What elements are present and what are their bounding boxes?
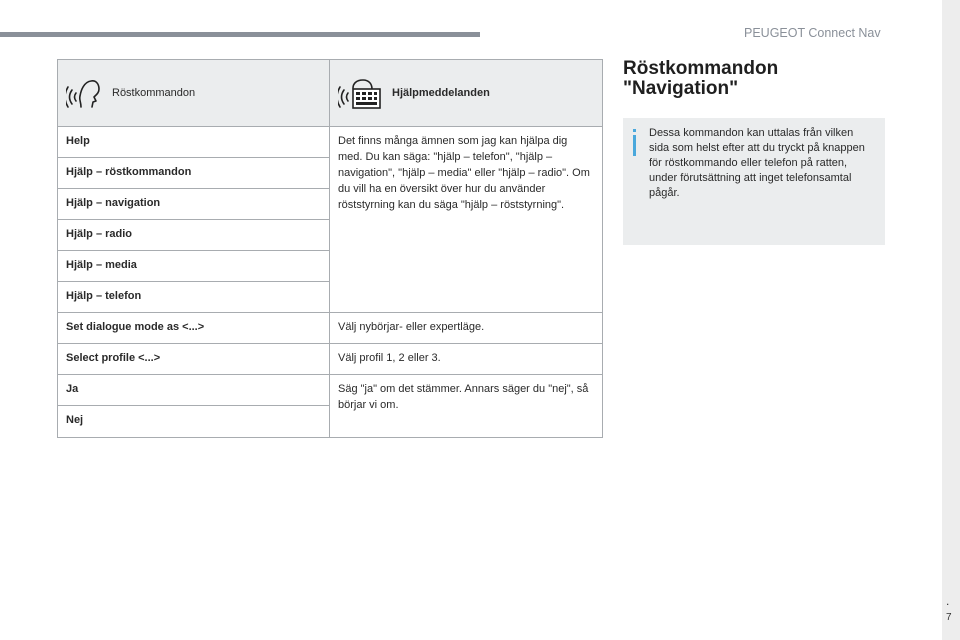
table-row bbox=[58, 127, 603, 158]
continue-marker: . bbox=[946, 594, 950, 608]
page-number: 7 bbox=[946, 612, 952, 623]
command-help-phone: Hjälp – telefon bbox=[58, 282, 330, 313]
command-help-voice: Hjälp – röstkommandon bbox=[58, 158, 330, 189]
command-help-radio: Hjälp – radio bbox=[58, 220, 330, 251]
command-help-navigation: Hjälp – navigation bbox=[58, 189, 330, 220]
section-title-line-1: Röstkommandon bbox=[623, 58, 779, 79]
command-no: Nej bbox=[58, 406, 330, 438]
table-header-row bbox=[58, 60, 603, 127]
side-strip bbox=[942, 0, 960, 640]
table-row bbox=[58, 313, 603, 344]
command-help: Help bbox=[58, 127, 330, 158]
header-title: PEUGEOT Connect Nav bbox=[744, 26, 881, 40]
command-dialogue-mode: Set dialogue mode as <...> bbox=[58, 313, 330, 344]
table-row bbox=[58, 344, 603, 375]
header-bar bbox=[0, 32, 480, 37]
info-text: Dessa kommandon kan uttalas från vilken sida som helst efter att du tryckt på knappen för röstkommando eller telefon på ratten, under förutsättning att inget telefonsamtal pågår. bbox=[649, 127, 865, 199]
table-row bbox=[58, 375, 603, 406]
voice-keyboard-icon bbox=[338, 76, 382, 110]
description-yes-no: Säg "ja" om det stämmer. Annars säger du "nej", så börjar vi om. bbox=[330, 375, 603, 438]
voice-speaking-icon bbox=[66, 76, 102, 110]
voice-command-table bbox=[57, 59, 603, 438]
table-header-messages bbox=[330, 60, 603, 127]
command-yes: Ja bbox=[58, 375, 330, 406]
description-dialogue-mode: Välj nybörjar- eller expertläge. bbox=[330, 313, 603, 344]
command-select-profile: Select profile <...> bbox=[58, 344, 330, 375]
info-icon bbox=[633, 129, 636, 156]
section-title bbox=[623, 59, 923, 99]
command-help-media: Hjälp – media bbox=[58, 251, 330, 282]
table-header-commands bbox=[58, 60, 330, 127]
description-profile: Välj profil 1, 2 eller 3. bbox=[330, 344, 603, 375]
description-help: Det finns många ämnen som jag kan hjälpa dig med. Du kan säga: "hjälp – telefon", "hjälp – navigation", "hjälp – media" eller "hjälp – radio". Om du vill ha en översikt över hur du använder röststyrning kan du säga "hjälp – röststyrning". bbox=[330, 127, 603, 313]
info-box bbox=[623, 118, 885, 245]
header-help-messages: Hjälpmeddelanden bbox=[392, 87, 490, 99]
section-title-line-2: "Navigation" bbox=[623, 78, 739, 99]
header-voice-commands: Röstkommandon bbox=[112, 87, 196, 99]
